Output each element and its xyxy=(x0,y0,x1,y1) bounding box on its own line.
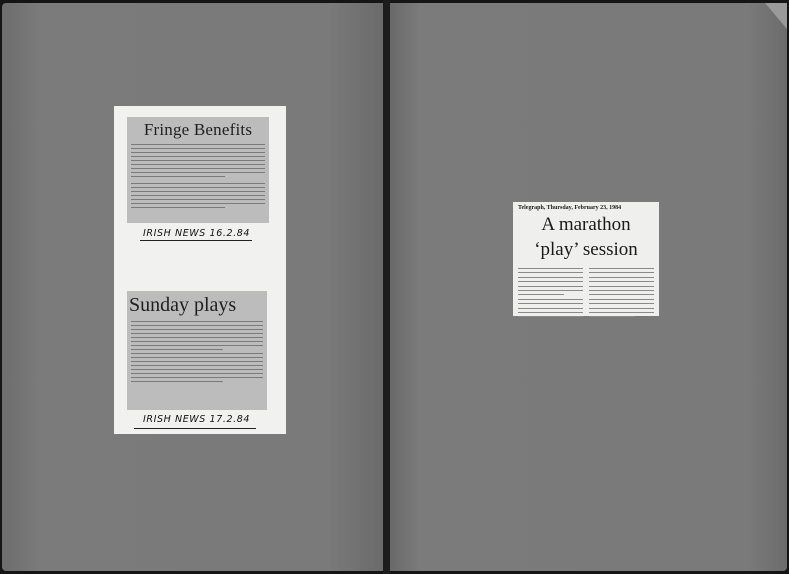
clipping-headline-line2: ‘play’ session xyxy=(534,239,638,260)
fringe-benefits-clipping xyxy=(127,117,269,223)
telegraph-clipping xyxy=(513,202,659,316)
clipping-body-text xyxy=(131,321,263,382)
clipping-headline-line1: A marathon xyxy=(541,214,631,235)
book-spine xyxy=(383,0,390,574)
handwritten-source-note: IRISH NEWS 17.2.84 xyxy=(143,414,251,425)
handwritten-underline xyxy=(134,428,256,429)
handwritten-source-note: IRISH NEWS 16.2.84 xyxy=(143,228,251,239)
folded-page-corner xyxy=(765,3,787,29)
clipping-column-right xyxy=(589,268,654,321)
clipping-column-left xyxy=(518,268,583,321)
sunday-plays-clipping xyxy=(127,291,267,410)
handwritten-underline xyxy=(140,240,252,241)
clipping-dateline: Telegraph, Thursday, February 23, 1984 xyxy=(518,205,622,211)
clipping-headline: Fringe Benefits xyxy=(143,120,253,139)
clipping-body-columns xyxy=(518,268,654,321)
clipping-body-text xyxy=(131,144,265,208)
clipping-headline: Sunday plays xyxy=(129,294,237,316)
